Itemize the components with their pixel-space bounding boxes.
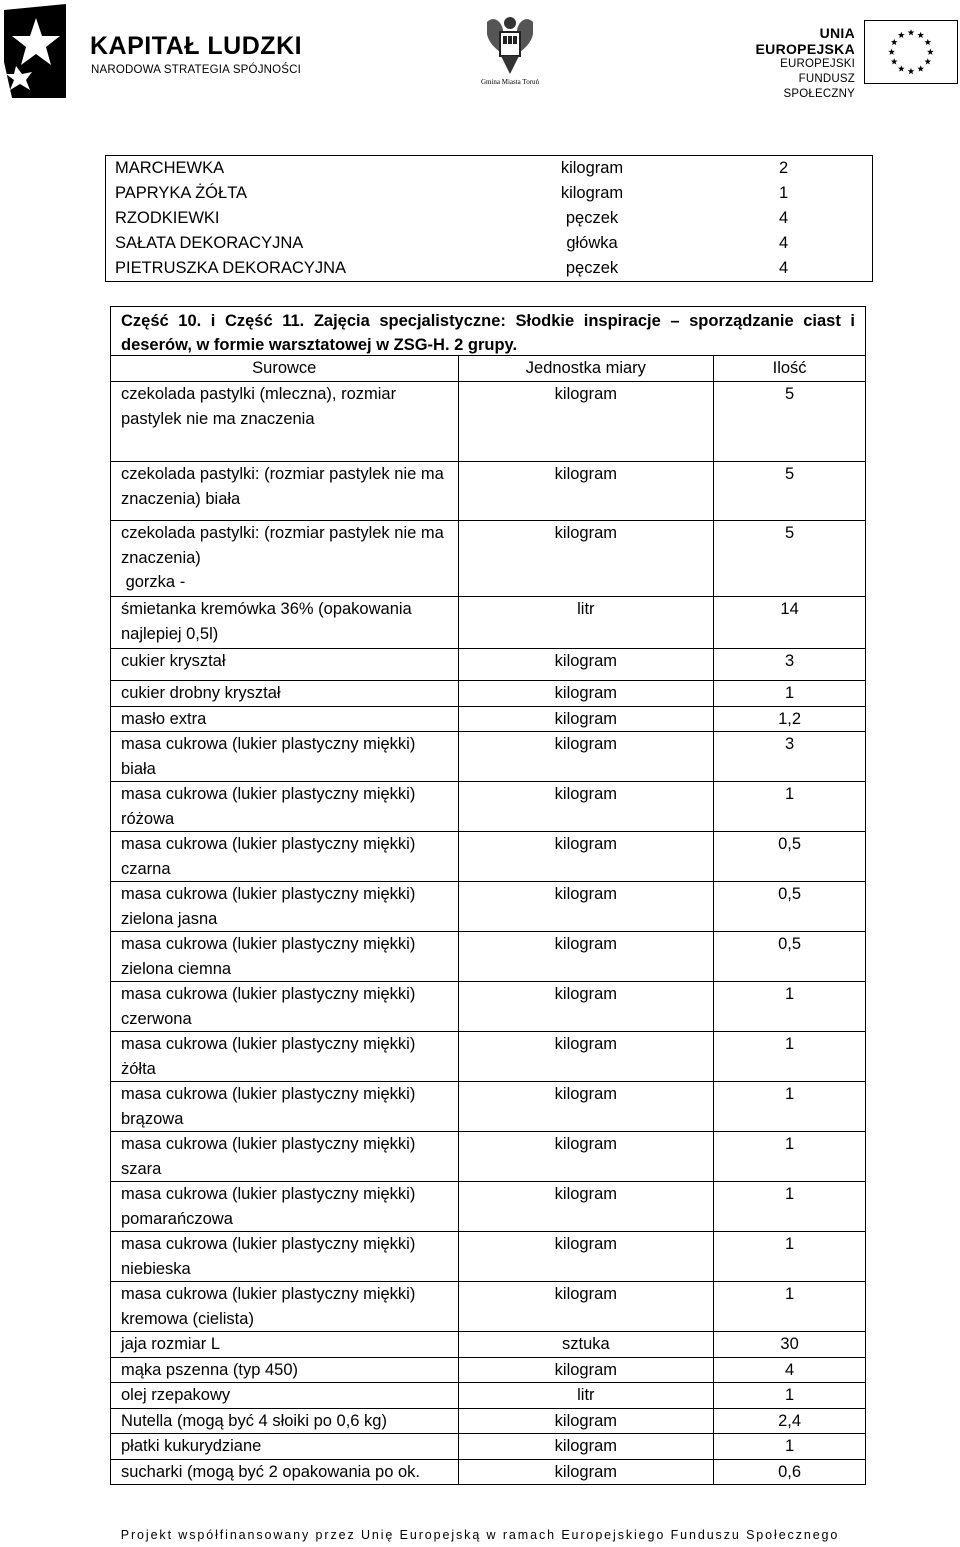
ingredient-name: [111, 462, 459, 521]
ingredient-unit: kilogram: [458, 1357, 714, 1383]
table-row: [106, 181, 872, 206]
eu-star-icon: [891, 39, 898, 45]
table-row: [111, 681, 866, 707]
ingredient-name-text: masa cukrowa (lukier plastyczny miękki) różowa: [121, 785, 416, 828]
table-row: [111, 706, 866, 732]
ingredient-name: [111, 597, 459, 649]
ingredient-unit: kilogram: [458, 706, 714, 732]
kapital-ludzki-star-icon: [2, 2, 74, 100]
ingredient-unit: kilogram: [458, 932, 714, 982]
ingredient-unit: kilogram: [458, 832, 714, 882]
eu-star-icon: [924, 39, 931, 45]
ingredient-qty: 1: [714, 782, 866, 832]
ingredient-qty: 1: [714, 681, 866, 707]
eu-star-icon: [908, 68, 915, 74]
ingredient-qty: 1: [714, 1383, 866, 1409]
ingredient-name-text: masło extra: [121, 709, 207, 728]
ingredient-name: [111, 681, 459, 707]
table-row: [111, 462, 866, 521]
kapital-ludzki-logo: [0, 0, 320, 105]
ingredient-name-text: sucharki (mogą być 2 opakowania po ok.: [121, 1462, 420, 1481]
ingredient-name-text: masa cukrowa (lukier plastyczny miękki) kremowa (cielista): [121, 1285, 416, 1328]
table-row: [106, 256, 872, 281]
ingredients-table: [110, 355, 866, 1485]
ingredient-name: [111, 1182, 459, 1232]
ingredient-name: [111, 382, 459, 462]
ingredient-unit: kilogram: [458, 1434, 714, 1460]
eu-line-2: FUNDUSZ SPOŁECZNY: [783, 73, 855, 100]
eu-star-icon: [927, 49, 934, 55]
ingredient-qty: 1: [714, 1182, 866, 1232]
ingredient-unit: kilogram: [458, 382, 714, 462]
ingredient-name-text: czekolada pastylki: (rozmiar pastylek nie ma znaczenia) biała: [121, 465, 444, 508]
ingredient-name: [111, 932, 459, 982]
ingredient-name-text: jaja rozmiar L: [121, 1335, 221, 1353]
ingredient-qty: 1: [714, 1082, 866, 1132]
table-row: [111, 1332, 866, 1358]
ingredient-name: [111, 982, 459, 1032]
ingredient-name: [111, 649, 459, 681]
eu-star-icon: [891, 58, 898, 64]
ingredient-qty: 0,5: [714, 882, 866, 932]
ingredient-qty: 1,2: [714, 706, 866, 732]
table-row: [111, 382, 866, 462]
torun-caption: Gmina Miasta Toruń: [480, 78, 540, 86]
table-row: [111, 1082, 866, 1132]
ingredient-name-text: masa cukrowa (lukier plastyczny miękki) brązowa: [121, 1085, 416, 1128]
ingredient-name: [111, 1132, 459, 1182]
ingredient-name-extra: gorzka -: [121, 573, 186, 591]
table-row: [111, 832, 866, 882]
item-unit: kilogram: [560, 159, 624, 177]
ingredient-name: [111, 832, 459, 882]
ingredient-unit: kilogram: [458, 1132, 714, 1182]
table-row: [111, 982, 866, 1032]
footer-text: Projekt współfinansowany przez Unię Europejską w ramach Europejskiego Funduszu Społecznego: [120, 1528, 840, 1542]
table-row: [111, 1357, 866, 1383]
page-header: [0, 0, 960, 110]
ingredient-qty: 5: [714, 382, 866, 462]
ingredient-name-text: płatki kukurydziane: [121, 1437, 262, 1455]
table-row: [111, 1132, 866, 1182]
ingredient-unit: sztuka: [458, 1332, 714, 1358]
ingredient-name-text: masa cukrowa (lukier plastyczny miękki) żółta: [121, 1035, 416, 1078]
ingredient-name: [111, 706, 459, 732]
ingredient-qty: 14: [714, 597, 866, 649]
ingredient-unit: kilogram: [458, 649, 714, 681]
kapital-ludzki-subtitle: NARODOWA STRATEGIA SPÓJNOŚCI: [91, 64, 302, 76]
table-header-row: [111, 356, 866, 382]
table-row: [111, 1459, 866, 1485]
ingredient-qty: 4: [714, 1357, 866, 1383]
ingredient-name-text: masa cukrowa (lukier plastyczny miękki) pomarańczowa: [121, 1185, 416, 1228]
ingredient-name: [111, 1232, 459, 1282]
table-row: [111, 1182, 866, 1232]
table-row: [111, 597, 866, 649]
ingredient-qty: 5: [714, 521, 866, 597]
header-qty: Ilość: [714, 356, 866, 382]
ingredient-qty: 5: [714, 462, 866, 521]
ingredient-qty: 1: [714, 1232, 866, 1282]
item-qty: 4: [779, 259, 789, 277]
ingredient-name: [111, 882, 459, 932]
ingredient-unit: kilogram: [458, 982, 714, 1032]
eu-star-icon: [888, 49, 895, 55]
eu-star-icon: [917, 32, 924, 38]
ingredient-qty: 0,6: [714, 1459, 866, 1485]
table-row: [111, 732, 866, 782]
ingredient-unit: kilogram: [458, 1408, 714, 1434]
ingredient-name: [111, 1332, 459, 1358]
item-name: SAŁATA DEKORACYJNA: [115, 234, 304, 252]
ingredient-name-text: mąka pszenna (typ 450): [121, 1360, 299, 1379]
ingredient-unit: kilogram: [458, 882, 714, 932]
ingredient-qty: 3: [714, 732, 866, 782]
ingredient-name-text: masa cukrowa (lukier plastyczny miękki) czerwona: [121, 985, 416, 1028]
ingredient-unit: kilogram: [458, 462, 714, 521]
ingredient-qty: 1: [714, 1434, 866, 1460]
item-qty: 2: [779, 159, 789, 177]
ingredient-unit: kilogram: [458, 1032, 714, 1082]
ingredient-name: [111, 1032, 459, 1082]
ingredient-name: [111, 732, 459, 782]
ingredient-name-text: masa cukrowa (lukier plastyczny miękki) niebieska: [121, 1235, 416, 1278]
table-row: [111, 1434, 866, 1460]
ingredient-name-text: śmietanka kremówka 36% (opakowania najlepiej 0,5l): [121, 600, 412, 643]
table-row: [106, 156, 872, 181]
ingredient-name: [111, 521, 459, 597]
ingredient-unit: litr: [458, 597, 714, 649]
ingredient-name: [111, 1383, 459, 1409]
table-row: [111, 782, 866, 832]
torun-crest: [470, 14, 550, 94]
item-unit: główka: [566, 234, 618, 252]
item-qty: 4: [779, 209, 789, 227]
ingredient-name-text: cukier kryształ: [121, 652, 226, 670]
eu-line-1: EUROPEJSKI: [780, 58, 855, 70]
ingredient-name: [111, 782, 459, 832]
ingredient-name: [111, 1434, 459, 1460]
ingredient-unit: kilogram: [458, 1182, 714, 1232]
ingredient-name-text: cukier drobny kryształ: [121, 684, 281, 702]
table-row: [111, 1282, 866, 1332]
header-name: Surowce: [111, 356, 459, 382]
ingredient-name-text: masa cukrowa (lukier plastyczny miękki) zielona ciemna: [121, 935, 416, 978]
ingredient-unit: kilogram: [458, 1082, 714, 1132]
ingredient-qty: 0,5: [714, 932, 866, 982]
ingredient-unit: kilogram: [458, 681, 714, 707]
ingredient-qty: 1: [714, 1132, 866, 1182]
ingredient-unit: kilogram: [458, 1459, 714, 1485]
ingredient-unit: kilogram: [458, 521, 714, 597]
table-row: [111, 1032, 866, 1082]
table-row: [111, 932, 866, 982]
ingredient-unit: litr: [458, 1383, 714, 1409]
ingredient-qty: 2,4: [714, 1408, 866, 1434]
ingredient-qty: 0,5: [714, 832, 866, 882]
table-row: [111, 882, 866, 932]
eu-star-icon: [898, 65, 905, 71]
ingredient-qty: 1: [714, 982, 866, 1032]
item-name: MARCHEWKA: [115, 159, 225, 177]
ingredient-unit: kilogram: [458, 1282, 714, 1332]
item-name: RZODKIEWKI: [115, 209, 220, 227]
eu-star-icon: [908, 29, 915, 35]
ingredient-name-text: masa cukrowa (lukier plastyczny miękki) szara: [121, 1135, 416, 1178]
item-unit: pęczek: [565, 259, 619, 277]
eu-star-icon: [898, 32, 905, 38]
ingredient-name-text: olej rzepakowy: [121, 1386, 231, 1404]
ingredient-name: [111, 1357, 459, 1383]
ingredient-name: [111, 1459, 459, 1485]
item-unit: pęczek: [565, 209, 619, 227]
eu-flag-icon: [864, 20, 958, 84]
header-unit: Jednostka miary: [458, 356, 714, 382]
eu-title: UNIA EUROPEJSKA: [755, 25, 855, 57]
table-row: [111, 1232, 866, 1282]
table-row: [106, 231, 872, 256]
ingredient-name-text: masa cukrowa (lukier plastyczny miękki) zielona jasna: [121, 885, 416, 928]
ingredient-name: [111, 1082, 459, 1132]
table-row: [111, 1408, 866, 1434]
table-row: [111, 649, 866, 681]
ingredient-name-text: masa cukrowa (lukier plastyczny miękki) czarna: [121, 835, 416, 878]
ingredient-qty: 1: [714, 1032, 866, 1082]
ingredient-name: [111, 1282, 459, 1332]
eu-text-block: [725, 25, 855, 102]
ingredient-unit: kilogram: [458, 1232, 714, 1282]
eu-star-icon: [924, 58, 931, 64]
table-row: [106, 206, 872, 231]
ingredient-name-text: czekolada pastylki: (rozmiar pastylek nie ma znaczenia): [121, 524, 444, 567]
table-row: [111, 1383, 866, 1409]
item-qty: 1: [779, 184, 789, 202]
ingredient-qty: 3: [714, 649, 866, 681]
ingredient-name-text: czekolada pastylki (mleczna), rozmiar pastylek nie ma znaczenia: [121, 385, 397, 428]
ingredient-qty: 1: [714, 1282, 866, 1332]
item-name: PIETRUSZKA DEKORACYJNA: [115, 259, 347, 277]
ingredient-unit: kilogram: [458, 782, 714, 832]
torun-angel-icon: [483, 14, 537, 76]
ingredient-unit: kilogram: [458, 732, 714, 782]
item-unit: kilogram: [560, 184, 624, 202]
ingredient-name: [111, 1408, 459, 1434]
kapital-ludzki-title: KAPITAŁ LUDZKI: [90, 32, 303, 60]
ingredient-qty: 30: [714, 1332, 866, 1358]
section-title: Część 10. i Część 11. Zajęcia specjalistyczne: Słodkie inspiracje – sporządzanie ciast i deserów, w formie warsztatowej w ZSG-H. 2 grupy.: [110, 306, 866, 356]
item-name: PAPRYKA ŻÓŁTA: [115, 184, 248, 202]
vegetables-table: [105, 155, 873, 282]
ingredient-name-text: masa cukrowa (lukier plastyczny miękki) biała: [121, 735, 416, 778]
eu-star-icon: [917, 65, 924, 71]
item-qty: 4: [779, 234, 789, 252]
ingredient-name-text: Nutella (mogą być 4 słoiki po 0,6 kg): [121, 1411, 387, 1430]
table-row: [111, 521, 866, 597]
